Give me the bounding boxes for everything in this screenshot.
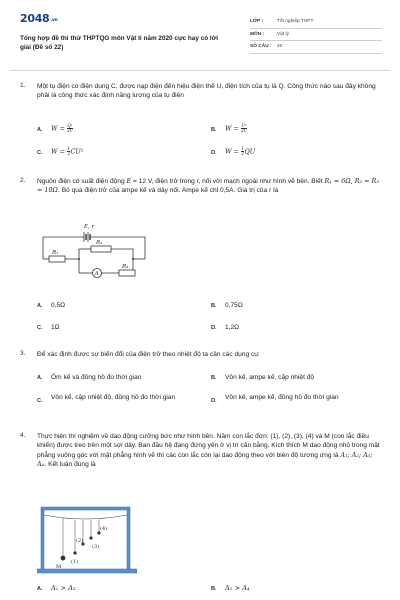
source-label: E, r — [84, 224, 95, 230]
pendulum-4-label: (4) — [100, 526, 108, 532]
option-letter: C. — [37, 149, 43, 156]
r1-label: R₁ — [52, 250, 59, 256]
formula-suffix: QU — [244, 147, 256, 156]
formula-prefix: W = — [225, 147, 239, 156]
option-text: 0,75Ω — [225, 302, 243, 309]
question-number: 2. — [20, 177, 26, 184]
question-1 — [20, 82, 385, 162]
formula-fraction — [241, 124, 247, 134]
site-logo[interactable] — [20, 12, 57, 25]
option-text: 1Ω — [51, 324, 60, 331]
fraction-numerator: 1 — [67, 146, 70, 151]
meta-table — [250, 16, 382, 54]
option-a[interactable] — [37, 302, 65, 309]
meta-value: Tốt nghiệp THPT — [277, 19, 314, 25]
option-d[interactable] — [211, 394, 367, 404]
option-b[interactable] — [211, 302, 243, 309]
formula-suffix: CU² — [70, 147, 84, 156]
r2-label: R₂ — [96, 240, 103, 246]
pendulum-m-bob — [61, 556, 66, 561]
option-text: A₁ > A₂ — [51, 584, 76, 592]
question-text: Để xác định được sự biến đổi của điện trở theo nhiệt độ ta cần các dụng cụ: — [37, 351, 260, 358]
option-letter: B. — [211, 375, 217, 381]
r3-label: R₃ — [122, 264, 129, 270]
question-text: Một tụ điện có điện dung C, được nạp điện đến hiệu điện thế U, điện tích của tụ là Q. Công thức nào sau đây không phải là công thức xác định năng lượng của tụ điện — [37, 83, 376, 100]
option-text: Vôn kế, ampe kế, đồng hồ đo thời gian — [225, 394, 339, 401]
fraction-numerator: U² — [241, 123, 247, 128]
meta-value: Vật lý — [277, 31, 289, 37]
logo-suffix: .vn — [50, 18, 58, 23]
question-text — [37, 177, 382, 196]
option-c[interactable] — [37, 394, 193, 404]
header-divider — [10, 70, 390, 71]
option-text: A₁ > A₄ — [225, 584, 250, 592]
option-a[interactable] — [37, 124, 73, 134]
option-b[interactable] — [211, 584, 250, 592]
fraction-numerator: 1 — [241, 146, 244, 151]
option-letter: A. — [37, 126, 43, 133]
question-text-part: Bỏ qua điện trở của ampe kế và dây nối. Ampe kế chỉ 0,5A. Giá trị của r là — [61, 187, 279, 195]
meta-row-subject — [250, 29, 382, 42]
option-letter: D. — [211, 398, 217, 404]
option-b[interactable] — [211, 374, 314, 381]
pendulum-3-label: (3) — [92, 544, 100, 550]
meta-value: 40 — [277, 44, 283, 50]
logo-main: 2048 — [20, 12, 50, 25]
option-d[interactable] — [211, 324, 239, 331]
resistor-r3 — [119, 270, 135, 276]
circuit-diagram — [37, 219, 157, 287]
question-3 — [20, 350, 385, 422]
option-a[interactable] — [37, 584, 76, 592]
question-text-main: Thực hiện thí nghiệm về dao động cưỡng bức như hình bên. Năm con lắc đơn: (1), (2), (3), (4) và M (con lắc điều khiển) được treo trên một sợi dây. Ban đầu hệ đang đứng yên ở vị trí cân bằng. Kích thích M dao động nhỏ trong mặt phẳng vuông góc với mặt phẳng hình vẽ thì các con lắc còn lại dao động theo với biên độ tương ứng là — [37, 433, 380, 459]
resistor-r2 — [91, 246, 111, 252]
option-text: 1,2Ω — [225, 324, 240, 331]
option-letter: B. — [211, 126, 217, 133]
formula-fraction — [67, 124, 73, 134]
meta-label: LỚP : — [250, 19, 264, 25]
pendulum-diagram — [37, 505, 137, 575]
meta-label: SỐ CÂU : — [250, 44, 272, 50]
ammeter-label: A — [94, 271, 99, 277]
amplitude-list: A₁; A₂; A₃; A₄. — [37, 450, 373, 469]
formula-prefix: W = — [225, 124, 239, 133]
option-letter: A. — [37, 375, 43, 381]
question-text — [37, 432, 382, 470]
question-4 — [20, 432, 385, 597]
option-text: Ôm kế và đồng hồ đo thời gian — [51, 374, 142, 381]
resistor-values: R₁ = 6Ω, R₂ = R₃ = 10Ω. — [37, 177, 379, 195]
document-title: Tổng hợp đề thi thử THPTQG môn Vật lí năm 2020 cực hay có lời giải (Đề số 22) — [20, 35, 219, 51]
option-letter: A. — [37, 303, 43, 309]
meta-row-count — [250, 41, 382, 54]
fraction-numerator: Q² — [67, 123, 73, 128]
option-text: Vôn kế, ampe kế, cặp nhiệt độ — [225, 374, 315, 381]
pendulum-1-bob — [73, 551, 76, 554]
pendulum-2-label: (2) — [76, 538, 84, 544]
option-text: Vôn kế, cặp nhiệt độ, đồng hồ đo thời gian — [51, 394, 176, 401]
option-d[interactable] — [211, 147, 255, 157]
option-letter: C. — [37, 325, 43, 331]
fraction-denominator: 2C — [240, 128, 247, 134]
meta-label: MÔN : — [250, 31, 265, 37]
option-b[interactable] — [211, 124, 247, 134]
question-2 — [20, 177, 385, 337]
pendulum-1-label: (1) — [71, 559, 79, 565]
option-letter: C. — [37, 398, 43, 404]
pendulum-3-bob — [89, 536, 92, 539]
option-letter: D. — [211, 325, 217, 331]
option-letter: B. — [211, 586, 217, 592]
option-letter: A. — [37, 586, 43, 592]
question-number: 1. — [20, 82, 26, 89]
option-letter: B. — [211, 303, 217, 309]
fraction-denominator: 2C — [66, 128, 73, 134]
question-text-part: Nguồn điện có suất điện động — [37, 178, 125, 185]
option-c[interactable] — [37, 324, 60, 331]
document-header — [20, 12, 382, 62]
question-number: 4. — [20, 432, 26, 439]
option-c[interactable] — [37, 147, 83, 157]
option-letter: D. — [211, 149, 217, 156]
emf-symbol: E — [126, 177, 132, 185]
fraction-denominator: 2 — [241, 151, 244, 157]
question-text-end: Kết luận đúng là — [48, 461, 96, 469]
resistor-r1 — [49, 256, 65, 262]
meta-row-class — [250, 16, 382, 29]
formula-prefix: W = — [51, 147, 65, 156]
pendulum-m-label: M — [56, 564, 62, 570]
question-text-part: = 12 V, điện trở trong r, nối với mạch ngoài như hình vẽ bên. Biết — [132, 178, 323, 185]
question-number: 3. — [20, 350, 26, 357]
fraction-denominator: 2 — [67, 151, 70, 157]
formula-prefix: W = — [51, 124, 65, 133]
option-text: 0,5Ω — [51, 302, 66, 309]
option-a[interactable] — [37, 374, 141, 381]
